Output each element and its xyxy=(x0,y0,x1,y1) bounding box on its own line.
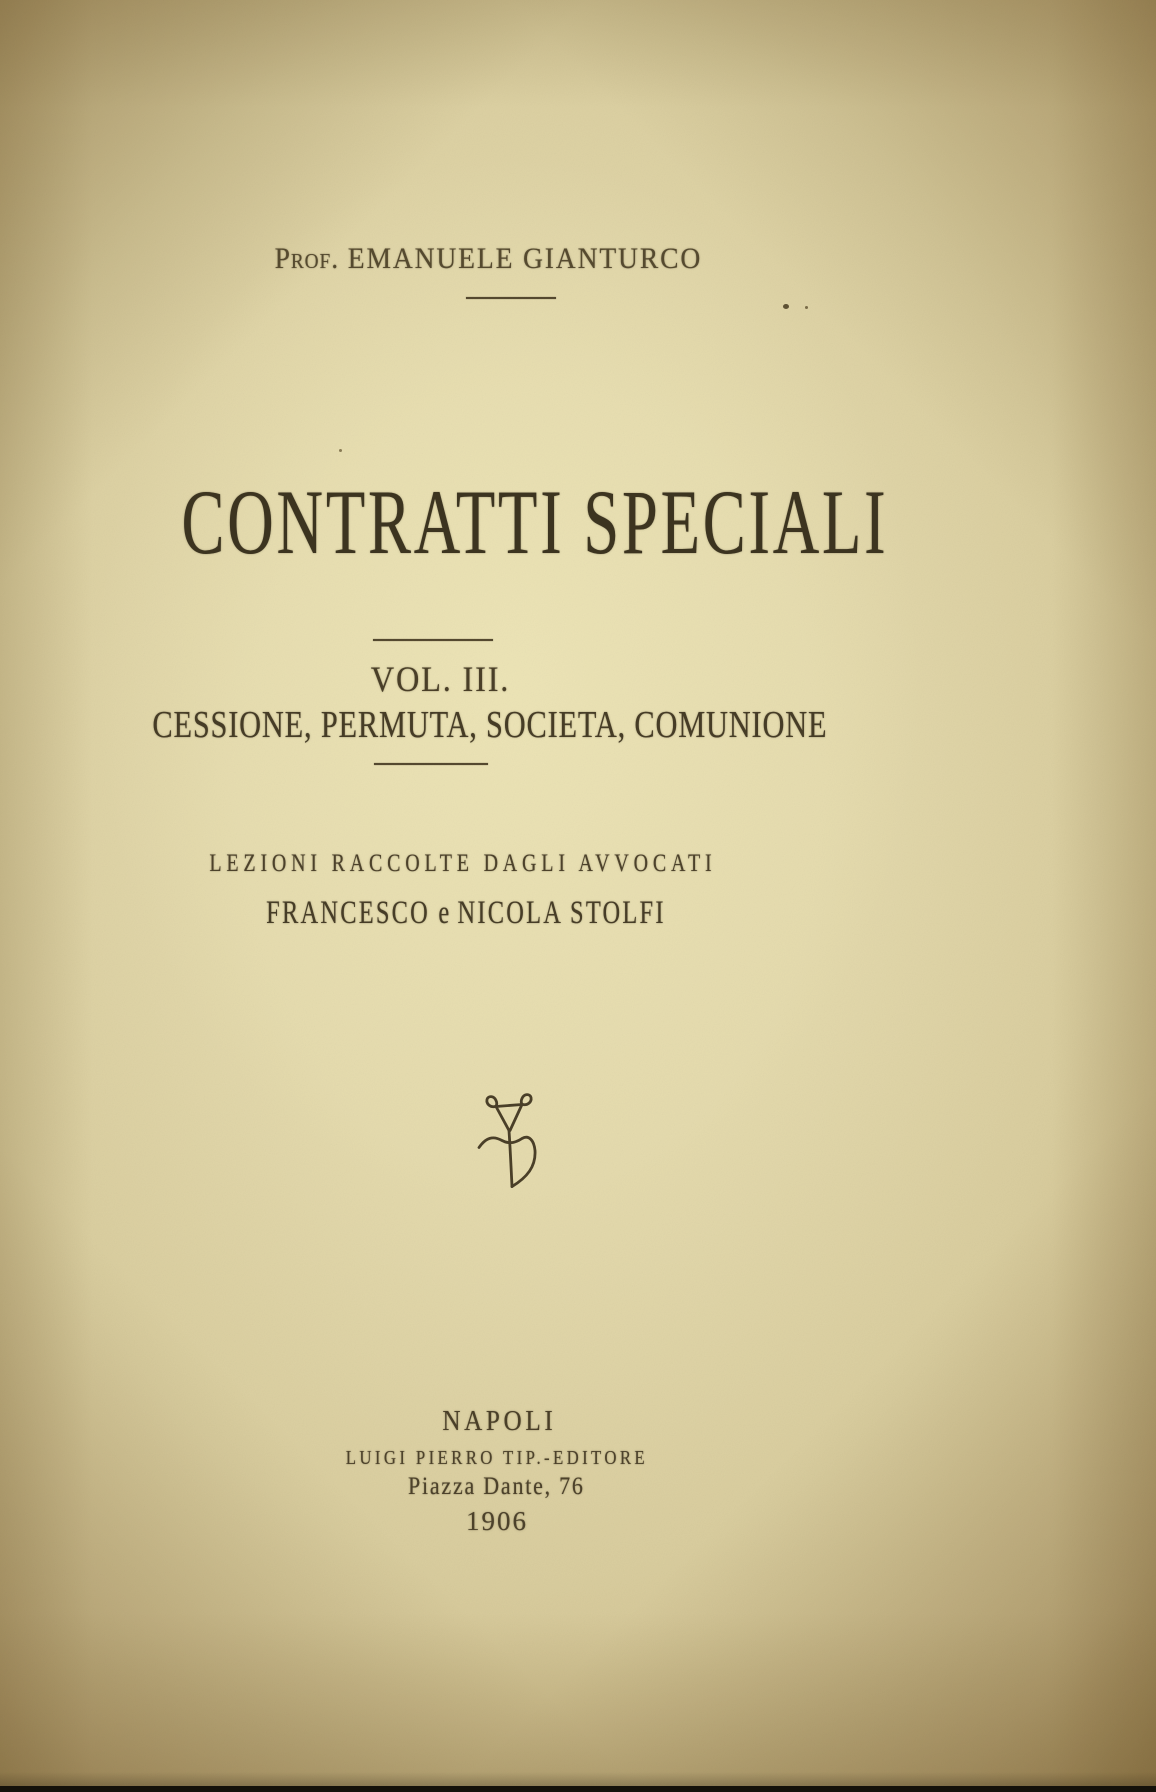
subtitle: CESSIONE, PERMUTA, SOCIETA, COMUNIONE xyxy=(152,704,828,746)
author-line xyxy=(38,244,938,274)
author-title-prefix: Prof. xyxy=(274,242,339,275)
author-name: EMANUELE GIANTURCO xyxy=(347,242,702,275)
ink-speck xyxy=(339,449,342,452)
editor-second-name: NICOLA STOLFI xyxy=(457,895,666,931)
volume-rule-top xyxy=(373,639,493,641)
author-divider-rule xyxy=(466,297,556,299)
editors-line xyxy=(16,897,916,930)
editor-first-name: FRANCESCO xyxy=(266,895,431,931)
printer-mark-icon xyxy=(476,1090,546,1206)
scan-edge xyxy=(0,1786,1156,1792)
lecture-note: LEZIONI RACCOLTE DAGLI AVVOCATI xyxy=(209,850,717,877)
scan-edge-shadow xyxy=(0,1772,1156,1786)
ink-speck xyxy=(805,306,808,309)
volume-label: VOL. III. xyxy=(370,659,510,699)
imprint-year: 1906 xyxy=(466,1506,528,1536)
book-title: CONTRATTI SPECIALI xyxy=(181,471,889,573)
editors-conjunction: e xyxy=(438,895,450,931)
imprint-city: NAPOLI xyxy=(441,1406,556,1437)
imprint-publisher: LUIGI PIERRO TIP.-EDITORE xyxy=(345,1447,649,1469)
imprint-address: Piazza Dante, 76 xyxy=(407,1473,585,1500)
ink-speck xyxy=(783,304,789,309)
subtitle-rule-bottom xyxy=(374,763,488,765)
